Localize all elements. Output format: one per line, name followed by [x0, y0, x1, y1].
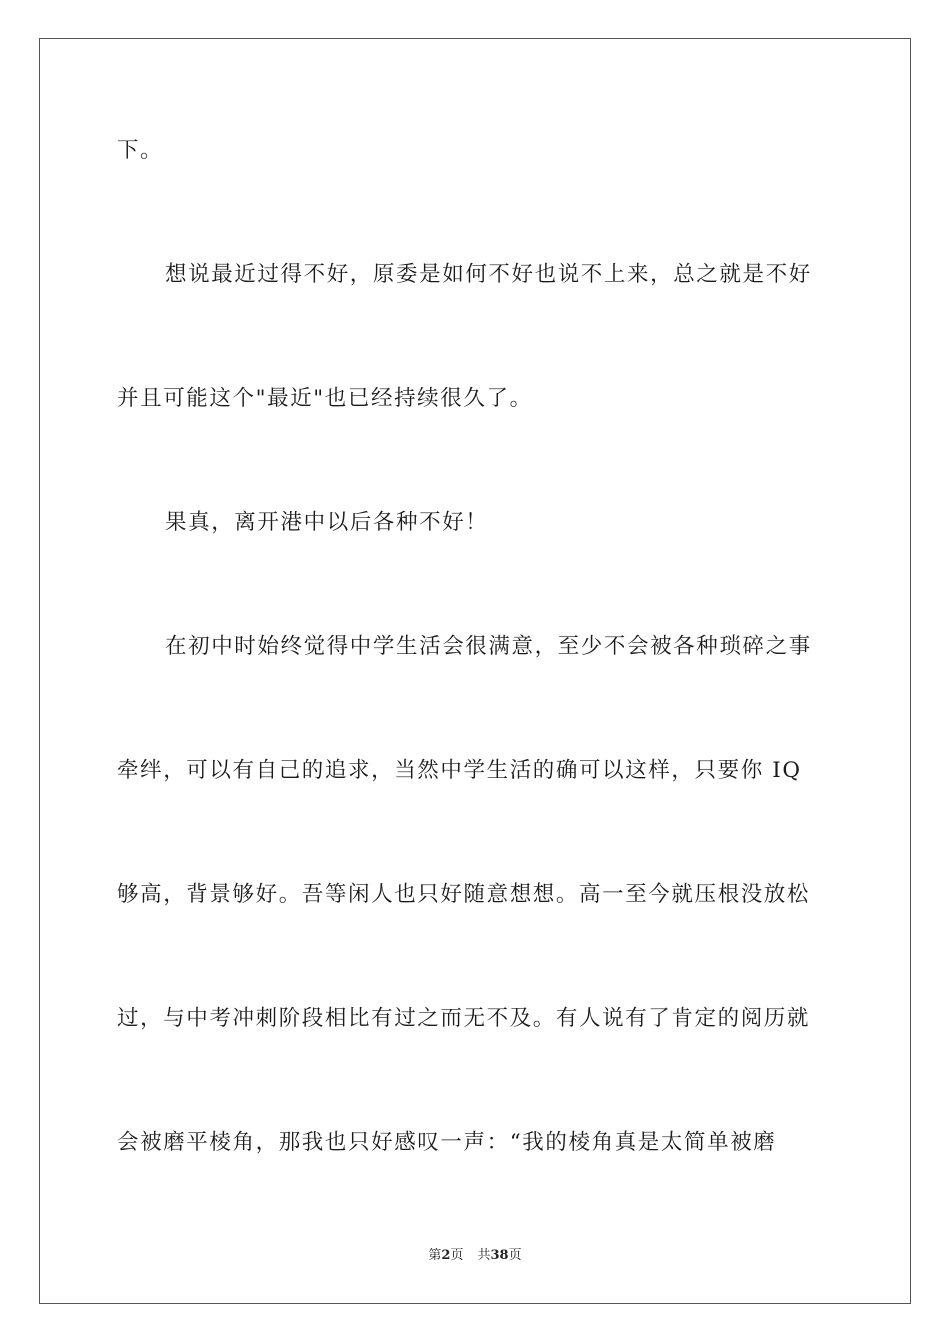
- text-line-7: 够高，背景够好。吾等闲人也只好随意想想。高一至今就压根没放松: [117, 882, 811, 907]
- footer-page-prefix: 第: [428, 1248, 442, 1263]
- footer-page-number: 2: [441, 1248, 451, 1263]
- text-line-2: 想说最近过得不好，原委是如何不好也说不上来，总之就是不好: [165, 262, 812, 287]
- text-line-9: 会被磨平棱角，那我也只好感叹一声：“我的棱角真是太简单被磨: [117, 1130, 777, 1155]
- footer-total-suffix: 页: [508, 1248, 522, 1263]
- text-line-4: 果真，离开港中以后各种不好！: [165, 510, 489, 535]
- text-line-3: 并且可能这个"最近"也已经持续很久了。: [117, 386, 533, 411]
- footer-page-suffix: 页: [450, 1248, 464, 1263]
- text-line-5: 在初中时始终觉得中学生活会很满意，至少不会被各种琐碎之事: [165, 634, 812, 659]
- text-line-8: 过，与中考冲刺阶段相比有过之而无不及。有人说有了肯定的阅历就: [117, 1006, 811, 1031]
- footer-total-prefix: 共: [477, 1248, 491, 1263]
- page-border: [39, 38, 911, 1304]
- text-line-6: 牵绊，可以有自己的追求，当然中学生活的确可以这样，只要你 IQ: [117, 758, 802, 783]
- footer-total-pages: 38: [490, 1248, 509, 1263]
- text-line-1: 下。: [117, 138, 164, 163]
- page-footer: [0, 1246, 950, 1266]
